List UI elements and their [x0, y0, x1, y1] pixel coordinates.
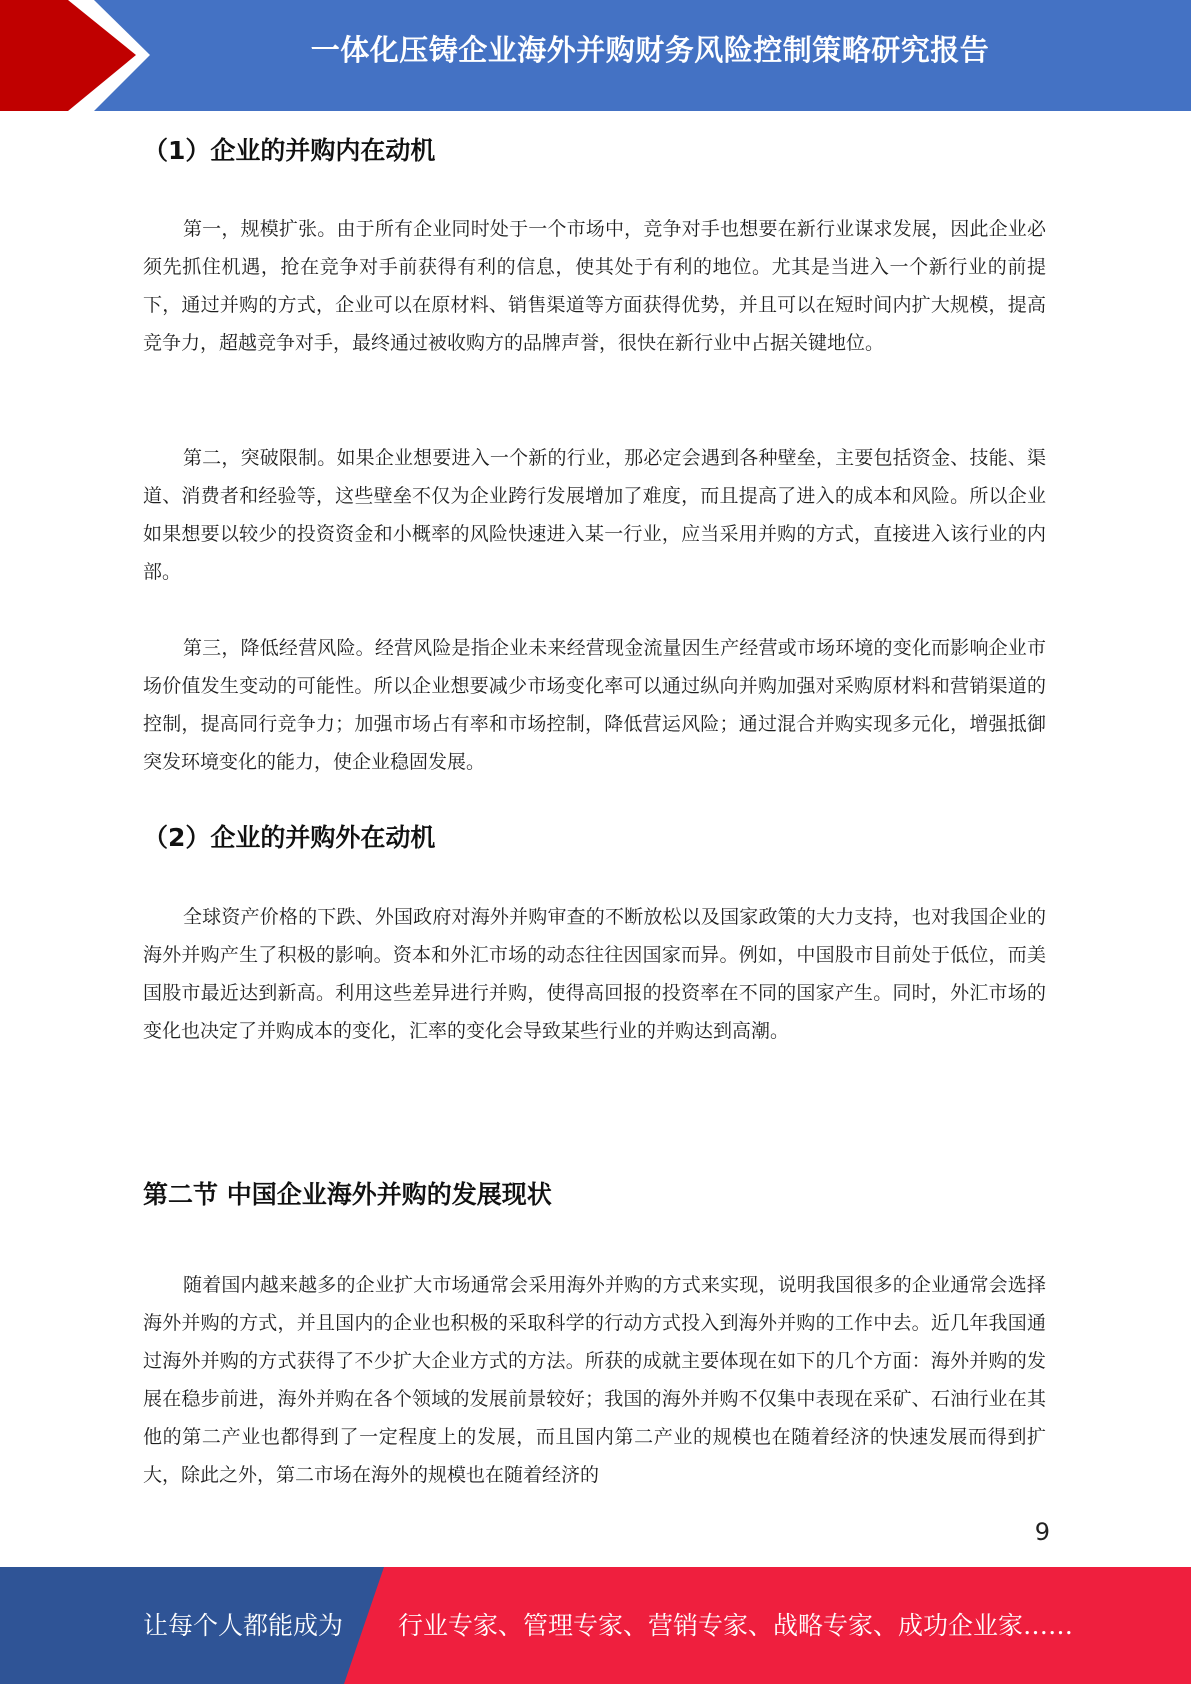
section-heading-internal: （1）企业的并购内在动机 — [143, 136, 436, 165]
footer-slogan-right: 行业专家、管理专家、营销专家、战略专家、成功企业家…… — [398, 1611, 1074, 1640]
paragraph-scale-expansion: 第一，规模扩张。由于所有企业同时处于一个市场中，竞争对手也想要在新行业谋求发展，因此企业必须先抓住机遇，抢在竞争对手前获得有利的信息，使其处于有利的地位。尤其是当进入一个新行业的前提下，通过并购的方式，企业可以在原材料、销售渠道等方面获得优势，并且可以在短时间内扩大规模，提高竞争力，超越竞争对手，最终通过被收购方的品牌声誉，很快在新行业中占据关键地位。 — [143, 218, 1046, 354]
footer-banner — [0, 1567, 1191, 1684]
paragraph-reduce-risk: 第三，降低经营风险。经营风险是指企业未来经营现金流量因生产经营或市场环境的变化而影响企业市场价值发生变动的可能性。所以企业想要减少市场变化率可以通过纵向并购加强对采购原材料和营销渠道的控制，提高同行竞争力；加强市场占有率和市场控制，降低营运风险；通过混合并购实现多元化，增强抵御突发环境变化的能力，使企业稳固发展。 — [143, 637, 1046, 773]
header-banner — [0, 0, 1191, 111]
paragraph-development-status: 随着国内越来越多的企业扩大市场通常会采用海外并购的方式来实现，说明我国很多的企业通常会选择海外并购的方式，并且国内的企业也积极的采取科学的行动方式投入到海外并购的工作中去。近几年我国通过海外并购的方式获得了不少扩大企业方式的方法。所获的成就主要体现在如下的几个方面：海外并购的发展在稳步前进，海外并购在各个领域的发展前景较好；我国的海外并购不仅集中表现在采矿、石油行业在其他的第二产业也都得到了一定程度上的发展，而且国内第二产业的规模也在随着经济的快速发展而得到扩大，除此之外，第二市场在海外的规模也在随着经济的 — [143, 1274, 1046, 1486]
chevron-red-shape — [0, 0, 140, 111]
page-number: 9 — [1034, 1518, 1050, 1546]
paragraph-break-limits: 第二，突破限制。如果企业想要进入一个新的行业，那必定会遇到各种壁垒，主要包括资金、技能、渠道、消费者和经验等，这些壁垒不仅为企业跨行发展增加了难度，而且提高了进入的成本和风险。所以企业如果想要以较少的投资资金和小概率的风险快速进入某一行业，应当采用并购的方式，直接进入该行业的内部。 — [143, 447, 1046, 583]
paragraph-external-motive: 全球资产价格的下跌、外国政府对海外并购审查的不断放松以及国家政策的大力支持，也对我国企业的海外并购产生了积极的影响。资本和外汇市场的动态往往因国家而异。例如，中国股市目前处于低位，而美国股市最近达到新高。利用这些差异进行并购，使得高回报的投资率在不同的国家产生。同时，外汇市场的变化也决定了并购成本的变化，汇率的变化会导致某些行业的并购达到高潮。 — [143, 906, 1046, 1042]
chapter-heading: 第二节 中国企业海外并购的发展现状 — [143, 1180, 552, 1209]
report-title: 一体化压铸企业海外并购财务风险控制策略研究报告 — [310, 33, 990, 67]
section-heading-external: （2）企业的并购外在动机 — [143, 823, 436, 852]
footer-slogan-left: 让每个人都能成为 — [143, 1611, 344, 1640]
